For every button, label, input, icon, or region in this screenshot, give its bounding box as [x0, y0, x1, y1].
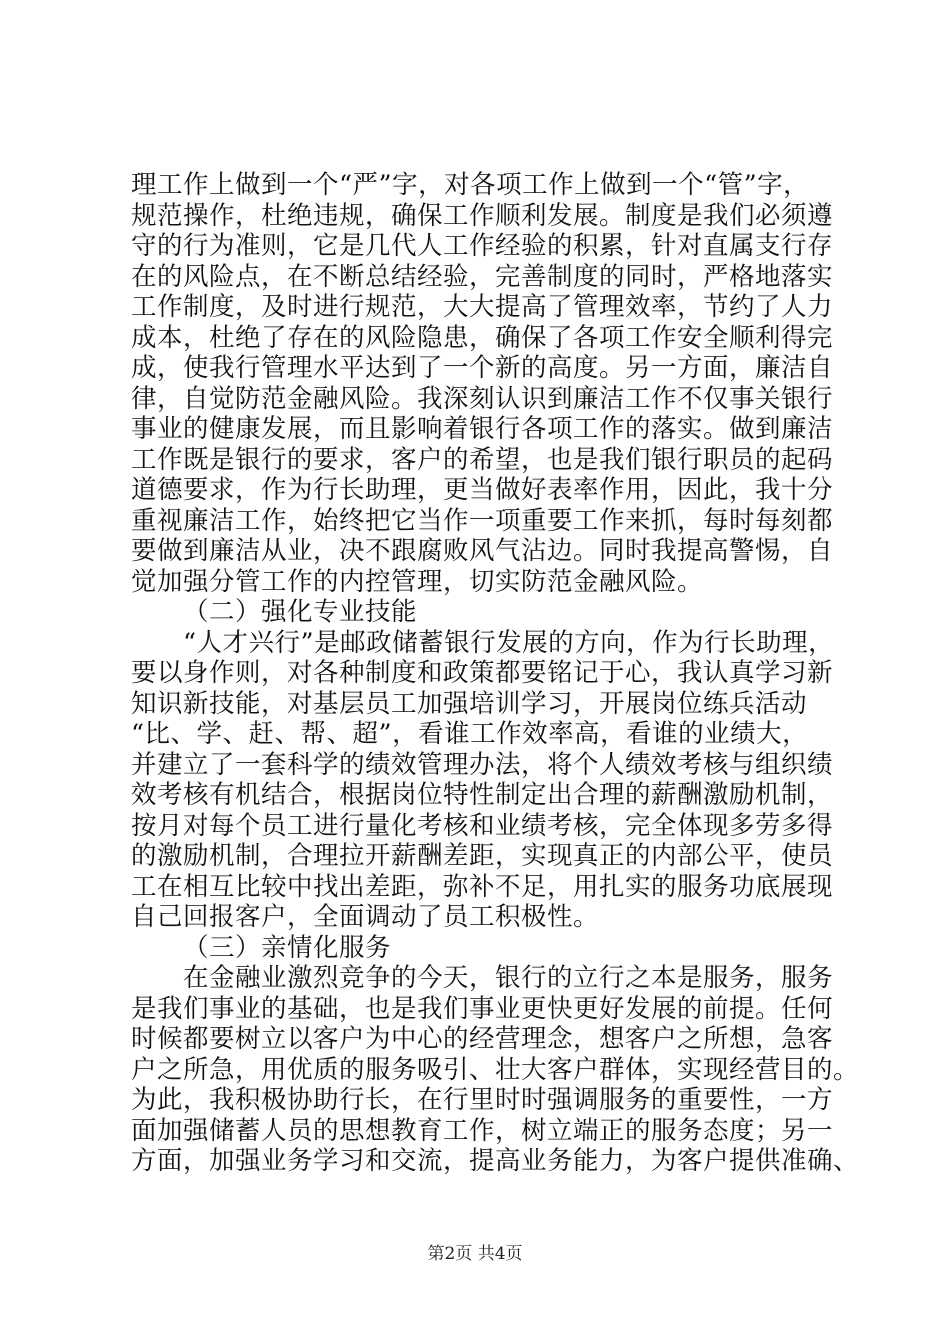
text-line: 知识新技能，对基层员工加强培训学习，开展岗位练兵活动: [131, 688, 808, 719]
text-line: 在的风险点，在不断总结经验，完善制度的同时，严格地落实: [131, 261, 834, 292]
text-line: 效考核有机结合，根据岗位特性制定出合理的薪酬激励机制，: [131, 780, 834, 810]
text-line: 时候都要树立以客户为中心的经营理念，想客户之所想，急客: [131, 1024, 834, 1054]
text-line: 面加强储蓄人员的思想教育工作，树立端正的服务态度；另一: [131, 1115, 834, 1146]
text-line: 道德要求，作为行长助理，更当做好表率作用，因此，我十分: [131, 475, 834, 505]
text-line: 觉加强分管工作的内控管理，切实防范金融风险。: [131, 566, 704, 597]
page-footer: 第2页 共4页: [427, 1244, 523, 1264]
text-line: 事业的健康发展，而且影响着银行各项工作的落实。做到廉洁: [131, 414, 834, 444]
text-line: 为此，我积极协助行长，在行里时时强调服务的重要性，一方: [131, 1085, 834, 1115]
text-line: 是我们事业的基础，也是我们事业更快更好发展的前提。任何: [131, 993, 834, 1024]
text-line: 按月对每个员工进行量化考核和业绩考核，完全体现多劳多得: [131, 810, 834, 841]
text-line: 理工作上做到一个“严”字，对各项工作上做到一个“管”字，: [131, 170, 810, 200]
text-line: 规范操作，杜绝违规，确保工作顺利发展。制度是我们必须遵: [131, 200, 834, 231]
section-heading: （二）强化专业技能: [183, 597, 418, 627]
text-line: 守的行为准则，它是几代人工作经验的积累，针对直属支行存: [131, 231, 834, 261]
section-heading: （三）亲情化服务: [183, 932, 392, 963]
text-line: 成本，杜绝了存在的风险隐患，确保了各项工作安全顺利得完: [131, 322, 834, 353]
text-line: 要做到廉洁从业，决不跟腐败风气沾边。同时我提高警惕，自: [131, 536, 834, 566]
text-line: 自己回报客户，全面调动了员工积极性。: [131, 902, 600, 932]
text-line: 并建立了一套科学的绩效管理办法，将个人绩效考核与组织绩: [131, 749, 834, 780]
text-line: 重视廉洁工作，始终把它当作一项重要工作来抓，每时每刻都: [131, 505, 834, 536]
text-line: 工作制度，及时进行规范，大大提高了管理效率，节约了人力: [131, 292, 834, 322]
text-line: 工作既是银行的要求，客户的希望，也是我们银行职员的起码: [131, 444, 834, 475]
text-line: 工在相互比较中找出差距，弥补不足，用扎实的服务功底展现: [131, 871, 834, 902]
text-line: 的激励机制，合理拉开薪酬差距，实现真正的内部公平，使员: [131, 841, 834, 871]
text-line: “比、学、赶、帮、超”，看谁工作效率高，看谁的业绩大，: [131, 719, 809, 749]
text-line: 方面，加强业务学习和交流，提高业务能力，为客户提供准确、: [131, 1146, 860, 1176]
text-line: “人才兴行”是邮政储蓄银行发展的方向，作为行长助理，: [183, 627, 835, 658]
text-line: 在金融业激烈竞争的今天，银行的立行之本是服务，服务: [183, 963, 834, 993]
text-line: 律，自觉防范金融风险。我深刻认识到廉洁工作不仅事关银行: [131, 383, 834, 414]
text-line: 要以身作则，对各种制度和政策都要铭记于心，我认真学习新: [131, 658, 834, 688]
body-text: [131, 170, 860, 1177]
text-line: 成，使我行管理水平达到了一个新的高度。另一方面，廉洁自: [131, 353, 834, 383]
text-line: 户之所急，用优质的服务吸引、壮大客户群体，实现经营目的。: [131, 1054, 860, 1085]
